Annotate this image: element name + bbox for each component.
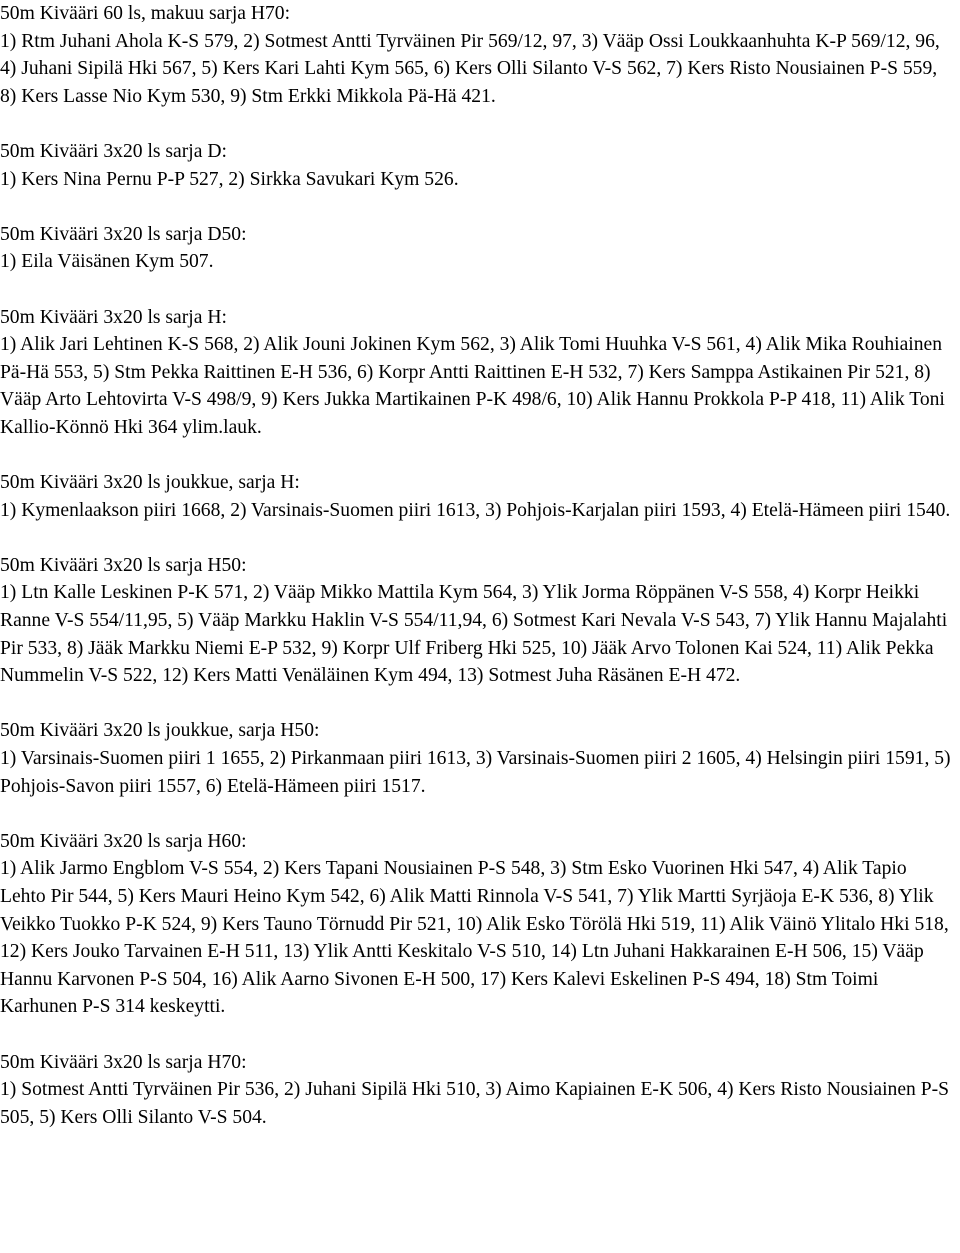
section-h70-prone [0,0,954,110]
section-d [0,138,954,193]
section-results: 1) Alik Jari Lehtinen K-S 568, 2) Alik Jouni Jokinen Kym 562, 3) Alik Tomi Huuhka V-S 561, 4) Alik Mika Rouhiainen Pä-Hä 553, 5) Stm Pekka Raittinen E-H 536, 6) Korpr Antti Raittinen E-H 532, 7) Kers Samppa Astikainen Pir 521, 8) Vääp Arto Lehtovirta V-S 498/9, 9) Kers Jukka Martikainen P-K 498/6, 10) Alik Hannu Prokkola P-P 418, 11) Alik Toni Kallio-Könnö Hki 364 ylim.lauk. [0,334,945,438]
section-h60 [0,828,954,1021]
section-team-h50 [0,717,954,800]
section-results: 1) Rtm Juhani Ahola K-S 579, 2) Sotmest Antti Tyrväinen Pir 569/12, 97, 3) Vääp Ossi Loukkaanhuhta K-P 569/12, 96, 4) Juhani Sipilä Hki 567, 5) Kers Kari Lahti Kym 565, 6) Kers Olli Silanto V-S 562, 7) Kers Risto Nousiainen P-S 559, 8) Kers Lasse Nio Kym 530, 9) Stm Erkki Mikkola Pä-Hä 421. [0,30,940,107]
section-heading: 50m Kivääri 3x20 ls sarja H60: [0,830,247,852]
section-results: 1) Sotmest Antti Tyrväinen Pir 536, 2) Juhani Sipilä Hki 510, 3) Aimo Kapiainen E-K 506, 4) Kers Risto Nousiainen P-S 505, 5) Kers Olli Silanto V-S 504. [0,1079,950,1128]
section-heading: 50m Kivääri 3x20 ls joukkue, sarja H50: [0,720,320,742]
section-h [0,304,954,442]
section-results: 1) Ltn Kalle Leskinen P-K 571, 2) Vääp Mikko Mattila Kym 564, 3) Ylik Jorma Röppänen V-S 558, 4) Korpr Heikki Ranne V-S 554/11,95, 5) Vääp Markku Haklin V-S 554/11,94, 6) Sotmest Kari Nevala V-S 543, 7) Ylik Hannu Majalahti Pir 533, 8) Jääk Markku Niemi E-P 532, 9) Korpr Ulf Friberg Hki 525, 10) Jääk Arvo Tolonen Kai 524, 11) Alik Pekka Nummelin V-S 522, 12) Kers Matti Venäläinen Kym 494, 13) Sotmest Juha Räsänen E-H 472. [0,582,948,687]
section-team-h [0,469,954,524]
section-h50 [0,552,954,690]
section-heading: 50m Kivääri 3x20 ls sarja D: [0,140,227,162]
section-results: 1) Kers Nina Pernu P-P 527, 2) Sirkka Savukari Kym 526. [0,168,459,190]
section-results: 1) Kymenlaakson piiri 1668, 2) Varsinais-Suomen piiri 1613, 3) Pohjois-Karjalan piiri 1593, 4) Etelä-Hämeen piiri 1540. [0,499,951,521]
section-heading: 50m Kivääri 3x20 ls joukkue, sarja H: [0,472,300,494]
section-results: 1) Varsinais-Suomen piiri 1 1655, 2) Pirkanmaan piiri 1613, 3) Varsinais-Suomen piiri 2 1605, 4) Helsingin piiri 1591, 5) Pohjois-Savon piiri 1557, 6) Etelä-Hämeen piiri 1517. [0,748,951,797]
section-results: 1) Eila Väisänen Kym 507. [0,251,214,273]
section-results: 1) Alik Jarmo Engblom V-S 554, 2) Kers Tapani Nousiainen P-S 548, 3) Stm Esko Vuorinen Hki 547, 4) Alik Tapio Lehto Pir 544, 5) Kers Mauri Heino Kym 542, 6) Alik Matti Rinnola V-S 541, 7) Ylik Martti Syrjäoja E-K 536, 8) Ylik Veikko Tuokko P-K 524, 9) Kers Tauno Törnudd Pir 521, 10) Alik Esko Törölä Hki 519, 11) Alik Väinö Ylitalo Hki 518, 12) Kers Jouko Tarvainen E-H 511, 13) Ylik Antti Keskitalo V-S 510, 14) Ltn Juhani Hakkarainen E-H 506, 15) Vääp Hannu Karvonen P-S 504, 16) Alik Aarno Sivonen E-H 500, 17) Kers Kalevi Eskelinen P-S 494, 18) Stm Toimi Karhunen P-S 314 keskeytti. [0,858,949,1018]
section-heading: 50m Kivääri 60 ls, makuu sarja H70: [0,3,291,24]
section-heading: 50m Kivääri 3x20 ls sarja D50: [0,223,247,245]
section-heading: 50m Kivääri 3x20 ls sarja H50: [0,554,247,576]
section-heading: 50m Kivääri 3x20 ls sarja H: [0,306,227,328]
section-d50 [0,221,954,276]
section-h70 [0,1049,954,1132]
section-heading: 50m Kivääri 3x20 ls sarja H70: [0,1051,247,1073]
